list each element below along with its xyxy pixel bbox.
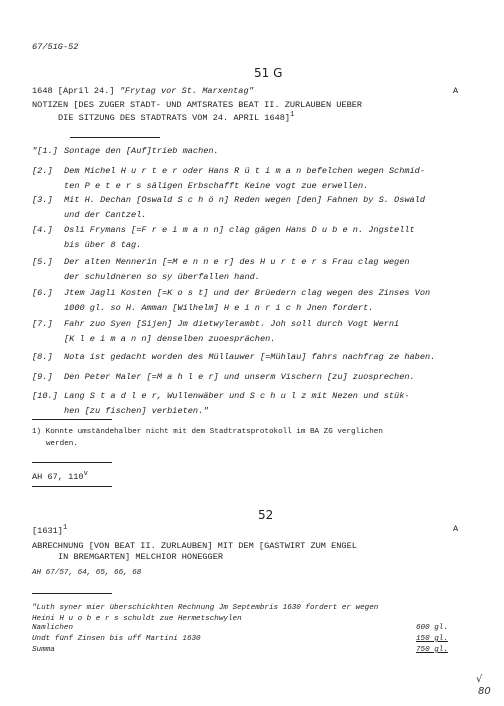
entry-text-line: ten P e t e r s säligen Erbschafft Keine vogt zue erwellen. [64,181,369,191]
entry-number: [8.] [32,352,53,362]
document-date: $[1631]^1$ [32,524,68,536]
entry-text-line: Osli Frymans [=F r e i m a n n] clag gägen Hans D u b e n. Jngstellt [64,225,415,235]
source-reference: AH 67/57, 64, 65, 66, 68 [32,569,142,577]
quote-line-2: Heini H u o b e r s schuldt zue Hermetschwylen [32,615,242,623]
entry-number: [6.] [32,288,53,298]
entry-text-line: bis über 8 tag. [64,240,142,250]
document-title-line-2: DIE SITZUNG DES STADTRATS VOM 24. APRIL 1648]$^1$ [58,111,295,123]
account-row-label: Summa [32,646,55,654]
separator-rule [32,486,112,487]
footnote-line-1: 1) Konnte umständehalber nicht mit dem Stadtratsprotokoll im BA ZG verglichen [32,428,383,436]
entry-number: [10.] [32,391,58,401]
entry-text-line: Mit H. Dechan [Oswald S c h ö n] Reden wegen [den] Fahnen by S. Oswald [64,195,425,205]
entry-text-line: [K l e i m a n n] denselben zuoesprächen. [64,334,276,344]
document-title-line-1: ABRECHNUNG [VON BEAT II. ZURLAUBEN] MIT DEM [GASTWIRT ZUM ENGEL [32,541,357,551]
margin-page-number: 80 [478,686,491,697]
account-row-amount: 600 gl. [416,624,448,632]
entry-number: [4.] [32,225,53,235]
date-quote: "Frytag vor St. Marxentag" [119,86,254,96]
separator-rule [32,462,112,463]
document-number: 51 G [254,66,283,80]
entry-text-line: 1000 gl. so H. Amman [Wilhelm] H e i n r i c h Jnen fordert. [64,303,374,313]
entry-number: [2.] [32,166,53,176]
account-row-amount: 750 gl. [416,646,448,654]
entry-number: [3.] [32,195,53,205]
entry-number: [9.] [32,372,53,382]
separator-rule [32,593,112,594]
account-row-label: Undt fünf Zinsen bis uff Martini 1630 [32,635,201,643]
document-title-line-2: IN BREMGARTEN] MELCHIOR HONEGGER [58,552,224,562]
document-date [32,86,254,96]
footnote-line-2: werden. [46,440,78,448]
footnote-rule [32,419,112,420]
margin-check-mark: √ [476,674,483,685]
document-number: 52 [258,508,274,522]
file-reference: 67/51G-52 [32,42,79,52]
entry-text-line: Der alten Mennerin [=M e n n e r] des H u r t e r s Frau clag wegen [64,257,410,267]
entry-number: [7.] [32,319,53,329]
entry-text-line: Dem Michel H u r t e r oder Hans R ü t i m a n befelchen wegen Schmid- [64,166,425,176]
entry-text-line: und der Cantzel. [64,210,147,220]
entry-text-line: Jtem Jagli Kosten [=K o s t] und der Brüedern clag wegen des Zinses Von [64,288,431,298]
account-row-label: Namlichen [32,624,74,632]
separator-rule [70,137,160,138]
entry-text-line: der schuldneren so sy überfallen hand. [64,272,260,282]
entry-number: "[1.] [32,146,58,156]
source-reference: AH 67, 110$^v$ [32,470,88,482]
entry-text-line: Fahr zuo Syen [Sijen] Jm dietwylerambt. Joh soll durch Vogt Werni [64,319,400,329]
account-row-amount: 150 gl. [416,635,448,643]
entry-text-line: Sontage den [Auf]trieb machen. [64,146,219,156]
entry-number: [5.] [32,257,53,267]
class-mark: A [453,524,459,534]
entry-text-line: Lang S t a d l e r, Wullenwäber und S c h u l z mit Nezen und stük- [64,391,410,401]
entry-text-line: Den Peter Maler [=M a h l e r] und unserm Vischern [zu] zuosprechen. [64,372,415,382]
date-text: 1648 [April 24.] [32,86,115,96]
footnote-mark: 1 [290,111,295,119]
document-title-line-1: NOTIZEN [DES ZUGER STADT- UND AMTSRATES BEAT II. ZURLAUBEN UEBER [32,100,363,110]
entry-text-line: hen [zu fischen] verbieten." [64,406,209,416]
entry-text-line: Nota ist gedacht worden des Müllauwer [=Mühlau] fahrs nachfrag ze haben. [64,352,436,362]
class-mark: A [453,86,459,96]
quote-line-1: "Luth syner mier überschickhten Rechnung Jm Septembris 1630 fordert er wegen [32,604,379,612]
